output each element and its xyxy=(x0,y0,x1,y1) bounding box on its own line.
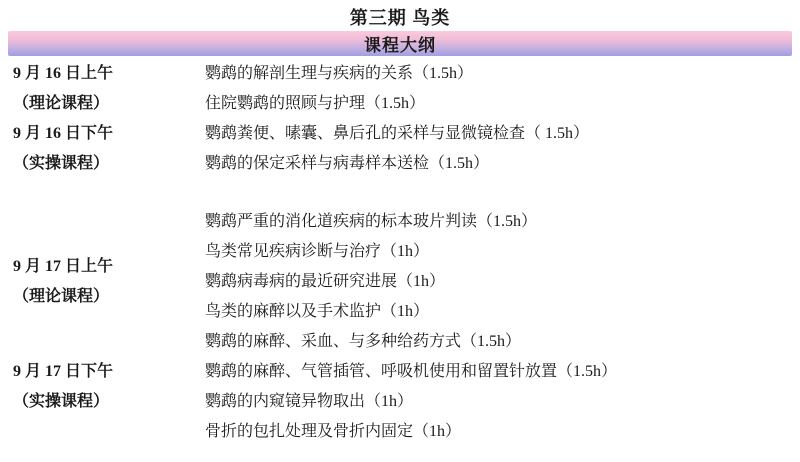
schedule-row-sep17-afternoon xyxy=(0,357,800,447)
course-item: 鹦鹉的麻醉、采血、与多种给药方式（1.5h） xyxy=(205,333,522,350)
session-date: 9 月 16 日下午 xyxy=(13,125,114,142)
course-list-sep17-morning xyxy=(190,207,800,357)
course-list-sep17-afternoon xyxy=(190,357,800,447)
course-item: 鹦鹉严重的消化道疾病的标本玻片判读（1.5h） xyxy=(205,213,538,230)
schedule-row-sep17-morning xyxy=(0,207,800,357)
session-type: （理论课程） xyxy=(13,288,110,305)
session-date: 9 月 17 日下午 xyxy=(13,363,114,380)
course-item: 鸟类的麻醉以及手术监护（1h） xyxy=(205,303,430,320)
session-label-sep17-morning xyxy=(0,207,190,357)
course-item: 骨折的包扎处理及骨折内固定（1h） xyxy=(205,423,462,440)
session-label-sep16-afternoon xyxy=(0,119,190,179)
session-date: 9 月 17 日上午 xyxy=(13,258,114,275)
course-item: 鹦鹉的解剖生理与疾病的关系（1.5h） xyxy=(205,65,474,82)
schedule-table xyxy=(0,59,800,447)
session-label-sep16-morning xyxy=(0,59,190,119)
course-item: 鸟类常见疾病诊断与治疗（1h） xyxy=(205,243,430,260)
course-list-sep16-afternoon xyxy=(190,119,800,179)
session-date: 9 月 16 日上午 xyxy=(13,65,114,82)
course-item: 鹦鹉的保定采样与病毒样本送检（1.5h） xyxy=(205,155,490,172)
schedule-row-sep16-morning xyxy=(0,59,800,119)
session-type: （实操课程） xyxy=(13,155,110,172)
course-list-sep16-morning xyxy=(190,59,800,119)
page-title: 第三期 鸟类 xyxy=(349,8,451,28)
course-item: 鹦鹉病毒病的最近研究进展（1h） xyxy=(205,273,446,290)
outline-header-bar xyxy=(8,31,792,56)
course-item: 住院鹦鹉的照顾与护理（1.5h） xyxy=(205,95,426,112)
session-type: （理论课程） xyxy=(13,95,110,112)
schedule-row-sep16-afternoon xyxy=(0,119,800,179)
session-label-sep17-afternoon xyxy=(0,357,190,447)
course-item: 鹦鹉的内窥镜异物取出（1h） xyxy=(205,393,414,410)
outline-header-label: 课程大纲 xyxy=(364,36,436,55)
course-item: 鹦鹉粪便、嗉囊、鼻后孔的采样与显微镜检查（ 1.5h） xyxy=(205,125,590,142)
course-item: 鹦鹉的麻醉、气管插管、呼吸机使用和留置针放置（1.5h） xyxy=(205,363,618,380)
session-type: （实操课程） xyxy=(13,393,110,410)
